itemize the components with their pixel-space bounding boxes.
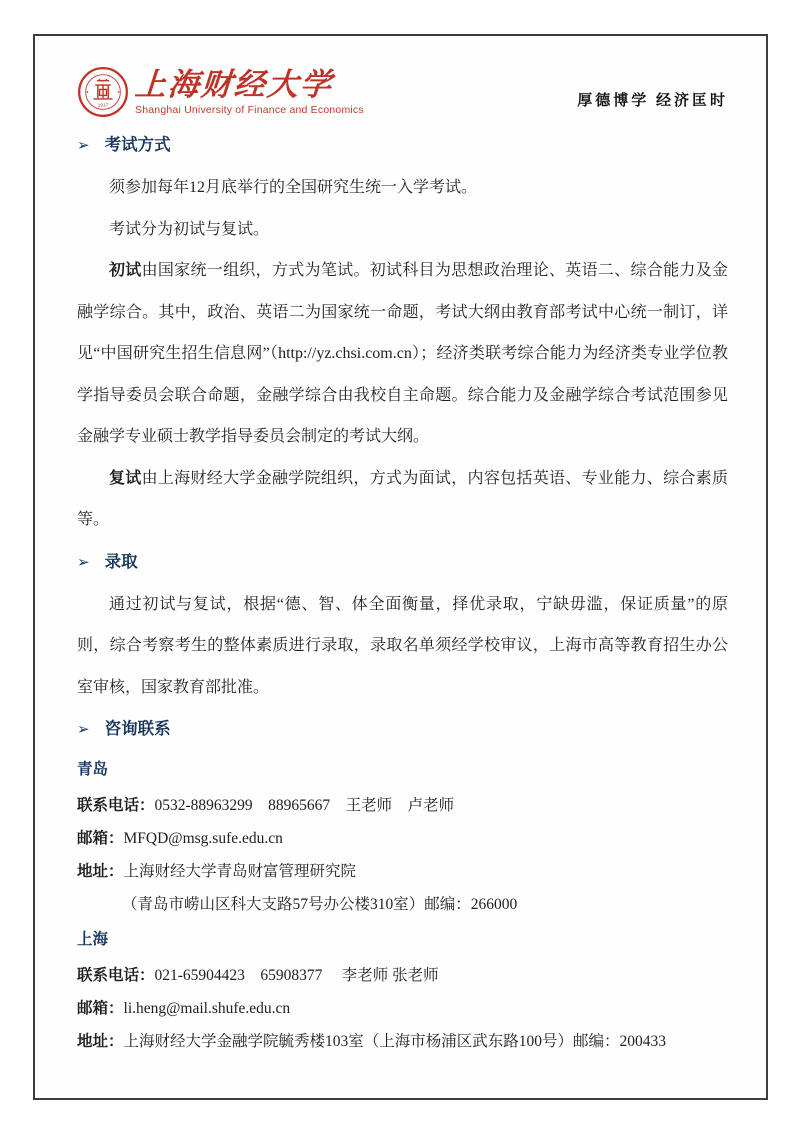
document-page — [33, 34, 768, 1100]
document-header — [77, 56, 728, 118]
paragraph-second-exam — [77, 458, 728, 541]
section-title: 咨询联系 — [104, 719, 171, 738]
contact-city: 青岛 — [77, 761, 109, 778]
contact-address-line — [77, 1025, 728, 1058]
bold-lead: 初试 — [109, 262, 142, 279]
paragraph-initial-exam — [77, 250, 728, 458]
arrow-bullet-icon: ➢ — [77, 554, 90, 571]
bold-lead: 复试 — [109, 469, 142, 487]
email-value: MFQD@msg.sufe.edu.cn — [123, 830, 283, 847]
contact-block-qingdao — [77, 751, 728, 921]
address-value-2: （青岛市崂山区科大支路57号办公楼310室）邮编：266000 — [122, 896, 518, 913]
phone-value: 021-65904423 65908377 李老师 张老师 — [154, 967, 439, 984]
paragraph-admission: 通过初试与复试，根据“德、智、体全面衡量，择优录取，宁缺毋滥，保证质量”的原则，综合考察考生的整体素质进行录取，录取名单须经学校审议，上海市高等教育招生办公室审核，国家教育部批准。 — [77, 595, 728, 696]
contact-address-line — [77, 855, 728, 888]
section-heading-admission — [77, 541, 728, 584]
paragraph-text: 由上海财经大学金融学院组织，方式为面试，内容包括英语、专业能力、综合素质等。 — [77, 469, 728, 528]
section-title: 录取 — [104, 551, 138, 571]
contact-address-line2 — [77, 888, 728, 921]
section-heading-exam-method — [77, 124, 728, 167]
university-logo — [77, 66, 364, 118]
email-value: li.heng@mail.shufe.edu.cn — [123, 1000, 291, 1017]
phone-label: 联系电话： — [77, 797, 155, 814]
contact-phone-line — [77, 959, 728, 992]
university-motto: 厚德博学 经济匡时 — [577, 93, 728, 109]
section-title: 考试方式 — [104, 135, 171, 154]
university-name-en: Shanghai University of Finance and Economics — [135, 103, 364, 116]
address-label: 地址： — [77, 863, 124, 880]
contact-block-shanghai — [77, 921, 728, 1058]
address-value: 上海财经大学青岛财富管理研究院 — [123, 863, 357, 880]
svg-text:1917: 1917 — [97, 103, 109, 109]
address-value: 上海财经大学金融学院毓秀楼103室（上海市杨浦区武东路100号）邮编：200433 — [123, 1033, 667, 1050]
arrow-bullet-icon: ➢ — [77, 722, 90, 738]
phone-value: 0532-88963299 88965667 王老师 卢老师 — [154, 797, 455, 814]
phone-label: 联系电话： — [77, 967, 155, 984]
contact-city: 上海 — [77, 931, 109, 948]
email-label: 邮箱： — [77, 830, 124, 847]
contact-phone-line — [77, 789, 728, 822]
paragraph-text: 由国家统一组织，方式为笔试。初试科目为思想政治理论、英语二、综合能力及金融学综合。其中，政治、英语二为国家统一命题，考试大纲由教育部考试中心统一制订，详见“中国研究生招生信息网”（http://yz.chsi.com.cn）；经济类联考综合能力为经济类专业学位教学指导委员会联合命题，金融学综合由我校自主命题。综合能力及金融学综合考试范围参见金融学专业硕士教学指导委员会制定的考试大纲。 — [77, 262, 728, 445]
university-seal-icon — [77, 66, 129, 118]
document-body — [77, 124, 728, 1058]
paragraph: 须参加每年12月底举行的全国研究生统一入学考试。 — [109, 179, 478, 196]
arrow-bullet-icon: ➢ — [77, 138, 90, 154]
contact-email-line — [77, 992, 728, 1025]
university-name-cn: 上海财经大学 — [133, 67, 335, 103]
logo-text — [135, 68, 364, 115]
contact-email-line — [77, 822, 728, 855]
address-label: 地址： — [77, 1033, 124, 1050]
paragraph: 考试分为初试与复试。 — [109, 220, 270, 238]
section-heading-contact — [77, 708, 728, 751]
email-label: 邮箱： — [77, 1000, 124, 1017]
